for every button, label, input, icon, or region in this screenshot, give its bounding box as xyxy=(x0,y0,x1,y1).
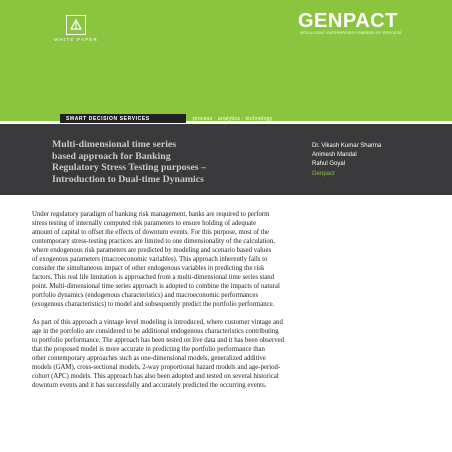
brand-tagline: INTELLIGENT ENTERPRISES POWERED BY PROCESS xyxy=(300,31,402,35)
author-name: Rahul Goyal xyxy=(312,161,346,168)
services-bar xyxy=(0,114,452,123)
author-name: Dr. Vikash Kumar Sharma xyxy=(312,143,382,149)
services-label: SMART DECISION SERVICES xyxy=(66,115,150,122)
text-line: models (GAM), cross-sectional models, 2-way proportional hazard models and age-period- xyxy=(32,364,281,371)
text-line: other contemporary approaches such as one-dimensional models, generalized additive xyxy=(32,355,266,362)
title-line: based approach for Banking xyxy=(52,150,171,162)
page-title xyxy=(52,139,302,185)
text-line: that the proposed model is more accurate in predicting the portfolio performance than xyxy=(32,346,265,353)
text-line: to portfolio performance. The approach has been tested on live data and it has been observed xyxy=(32,337,285,344)
title-line: Multi-dimensional time series xyxy=(52,139,177,150)
text-line: downturn events and it has successfully and accurately predicted the occurring events. xyxy=(32,382,267,389)
text-line: amount of capital to offset the effects of downturn events. For this purpose, most of the xyxy=(32,229,270,236)
author-name: Animesh Mandal xyxy=(312,152,357,159)
text-line: contemporary stress-testing practices are limited to one dimensionality of the calculation, xyxy=(32,238,275,245)
text-line: where endogenous risk parameters are predicted by modeling and scenario based values xyxy=(32,247,272,254)
title-line: Introduction to Dual-time Dynamics xyxy=(52,173,204,185)
white-paper-icon xyxy=(66,15,86,35)
text-line: portfolio dynamics (endogenous characteristics) and macroeconomic performances xyxy=(32,292,259,299)
text-line: of exogenous parameters (macroeconomic variables). This approach inherently fails to xyxy=(32,256,268,263)
text-line: (exogenous characteristics) to model and subsequently predict the portfolio performance. xyxy=(32,301,275,308)
text-line: Under regulatory paradigm of banking risk management, banks are required to perform xyxy=(32,211,270,218)
text-line: consider the simultaneous impact of other endogenous variables in predicting the risk xyxy=(32,265,265,272)
text-line: age in the portfolio are considered to be additional endogenous characteristics contributing xyxy=(32,328,279,335)
text-line: As part of this approach a vintage level modeling is introduced, where customer vintage and xyxy=(32,319,283,326)
title-line: Regulatory Stress Testing purposes – xyxy=(52,162,206,173)
text-line: point. Multi-dimensional time series approach is adopted to combine the impacts of natural xyxy=(32,283,280,290)
text-line: cohort (APC) models. This approach has also been adopted and tested on several historical xyxy=(32,373,279,380)
services-tags: process · analytics · technology xyxy=(193,115,273,122)
author-list xyxy=(312,142,381,179)
text-line: factors. This real life limitation is approached from a multi-dimensional time series stand xyxy=(32,274,275,281)
text-line: stress testing of internally computed risk parameters to ensure holding of adequate xyxy=(32,220,257,227)
author-company: Genpact xyxy=(312,170,335,177)
doc-type-label: WHITE PAPER xyxy=(54,37,98,42)
abstract xyxy=(32,201,428,399)
brand-logo: GENPACT xyxy=(298,10,398,32)
